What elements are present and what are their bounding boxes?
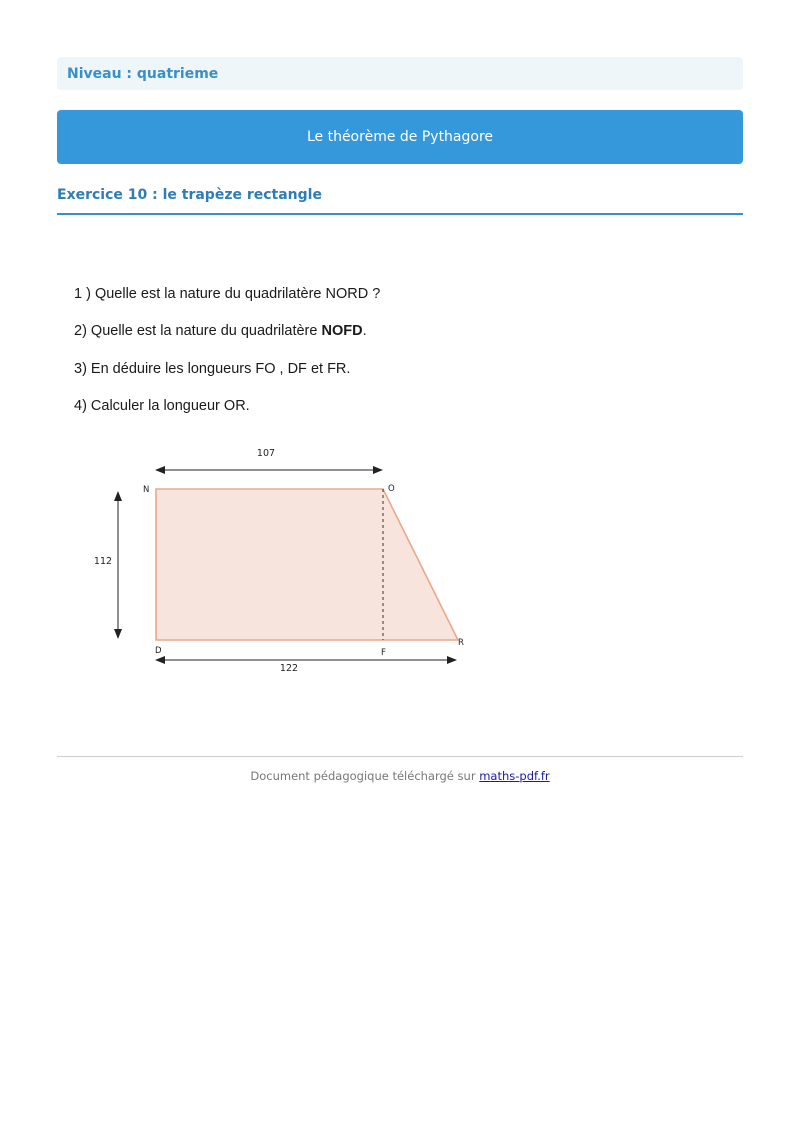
level-box xyxy=(57,57,743,90)
question-4: 4) Calculer la longueur OR. xyxy=(74,398,250,414)
exercise-title: Exercice 10 : le trapèze rectangle xyxy=(57,187,322,203)
lesson-banner xyxy=(57,110,743,164)
vertex-r-label: R xyxy=(458,638,464,648)
dimension-top-label: 107 xyxy=(256,448,276,459)
dimension-left-label: 112 xyxy=(93,556,113,567)
lesson-title: Le théorème de Pythagore xyxy=(306,129,494,145)
vertex-f-label: F xyxy=(381,648,386,658)
question-2-text: 2) Quelle est la nature du quadrilatère xyxy=(74,323,322,339)
level-label: Niveau : quatrieme xyxy=(67,65,219,82)
exercise-heading xyxy=(57,186,743,215)
dimension-bottom-label: 122 xyxy=(279,663,299,674)
vertex-o-label: O xyxy=(388,484,395,494)
trapezoid-shape xyxy=(156,489,458,640)
question-2-suffix: . xyxy=(362,323,367,339)
vertex-n-label: N xyxy=(143,485,150,495)
footer-link[interactable]: maths-pdf.fr xyxy=(479,769,550,783)
question-2-bold: NOFD xyxy=(321,323,363,339)
trapezoid-figure xyxy=(85,440,485,680)
question-1: 1 ) Quelle est la nature du quadrilatère NORD ? xyxy=(74,286,381,302)
question-2 xyxy=(74,323,367,339)
footer-divider xyxy=(57,756,743,757)
question-3: 3) En déduire les longueurs FO , DF et FR. xyxy=(74,361,351,377)
footer-text: Document pédagogique téléchargé sur xyxy=(250,769,480,783)
footer xyxy=(57,769,743,783)
vertex-d-label: D xyxy=(155,646,162,656)
